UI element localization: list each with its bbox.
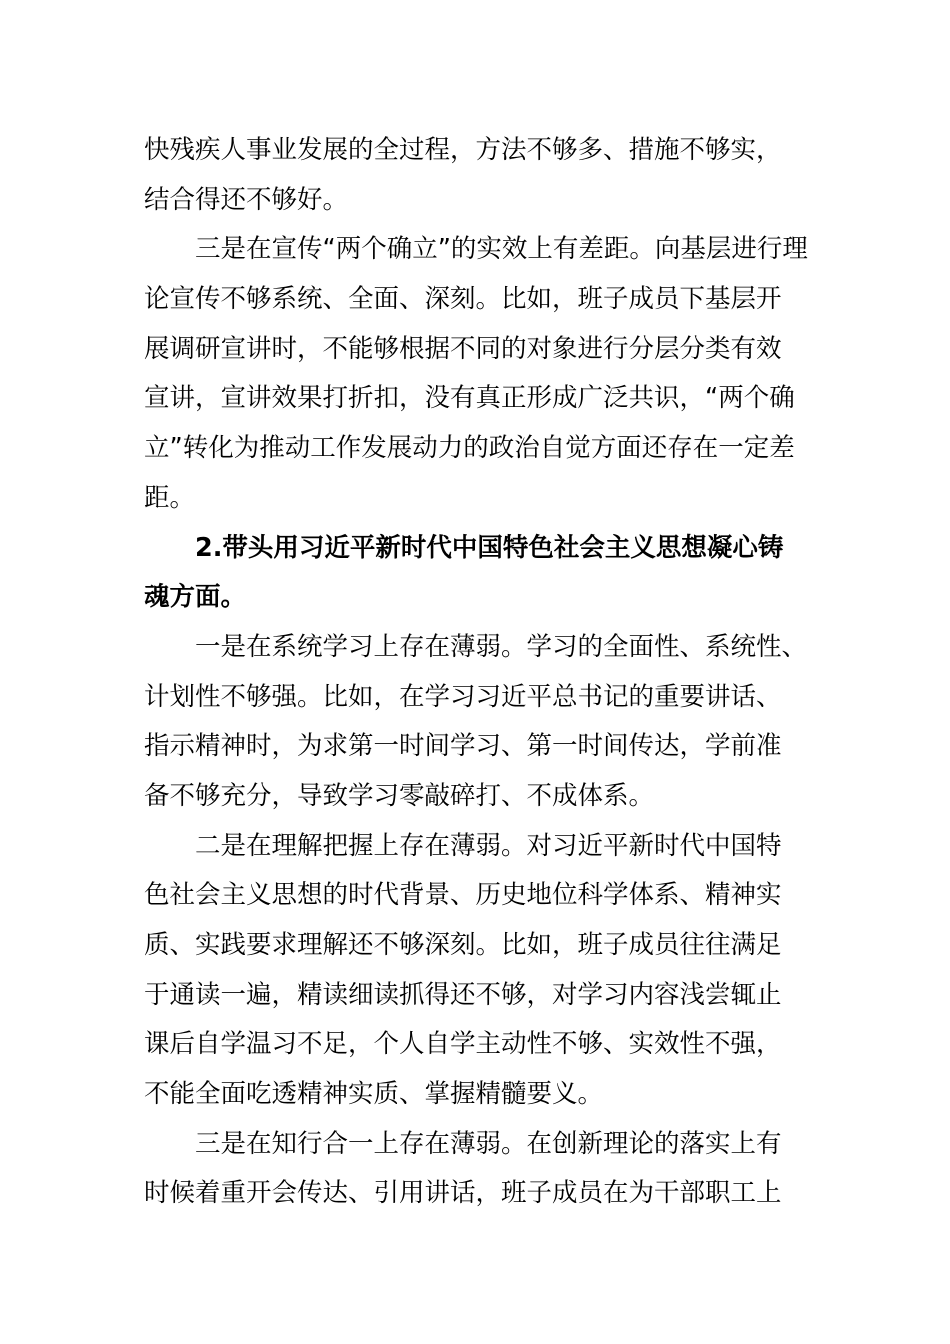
body-text-line: 指示精神时，为求第一时间学习、第一时间传达，学前准 [144, 731, 782, 762]
paragraph-first-line: 三是在宣传“两个确立”的实效上有差距。向基层进行理 [195, 234, 808, 265]
body-text-line: 论宣传不够系统、全面、深刻。比如，班子成员下基层开 [144, 284, 782, 315]
body-text-line: 立”转化为推动工作发展动力的政治自觉方面还存在一定差 [144, 433, 795, 464]
body-text-line: 色社会主义思想的时代背景、历史地位科学体系、精神实 [144, 880, 782, 911]
body-text-line: 备不够充分，导致学习零敲碎打、不成体系。 [144, 780, 655, 811]
body-text-line: 结合得还不够好。 [144, 184, 349, 215]
body-text-line: 质、实践要求理解还不够深刻。比如，班子成员往往满足 [144, 930, 782, 960]
section-heading-continued: 魂方面。 [144, 582, 247, 613]
document-page [144, 126, 806, 1219]
body-text-line: 展调研宣讲时，不能够根据不同的对象进行分层分类有效 [144, 333, 782, 364]
body-text-line: 快残疾人事业发展的全过程，方法不够多、措施不够实， [144, 135, 782, 165]
body-text-line: 于通读一遍，精读细读抓得还不够，对学习内容浅尝辄止 [144, 979, 782, 1010]
body-text-line: 时候着重开会传达、引用讲话，班子成员在为干部职工上 [144, 1178, 782, 1209]
body-text-line: 不能全面吃透精神实质、掌握精髓要义。 [144, 1079, 604, 1110]
body-text-line: 计划性不够强。比如，在学习习近平总书记的重要讲话、 [144, 681, 782, 712]
section-heading: 2.带头用习近平新时代中国特色社会主义思想凝心铸 [195, 532, 784, 563]
body-text-line: 课后自学温习不足，个人自学主动性不够、实效性不强， [144, 1029, 782, 1060]
paragraph-first-line: 三是在知行合一上存在薄弱。在创新理论的落实上有 [195, 1128, 782, 1159]
paragraph-first-line: 二是在理解把握上存在薄弱。对习近平新时代中国特 [195, 830, 782, 861]
paragraph-first-line: 一是在系统学习上存在薄弱。学习的全面性、系统性、 [195, 631, 808, 662]
body-text-line: 宣讲，宣讲效果打折扣，没有真正形成广泛共识，“两个确 [144, 383, 795, 414]
body-text-line: 距。 [144, 482, 196, 513]
